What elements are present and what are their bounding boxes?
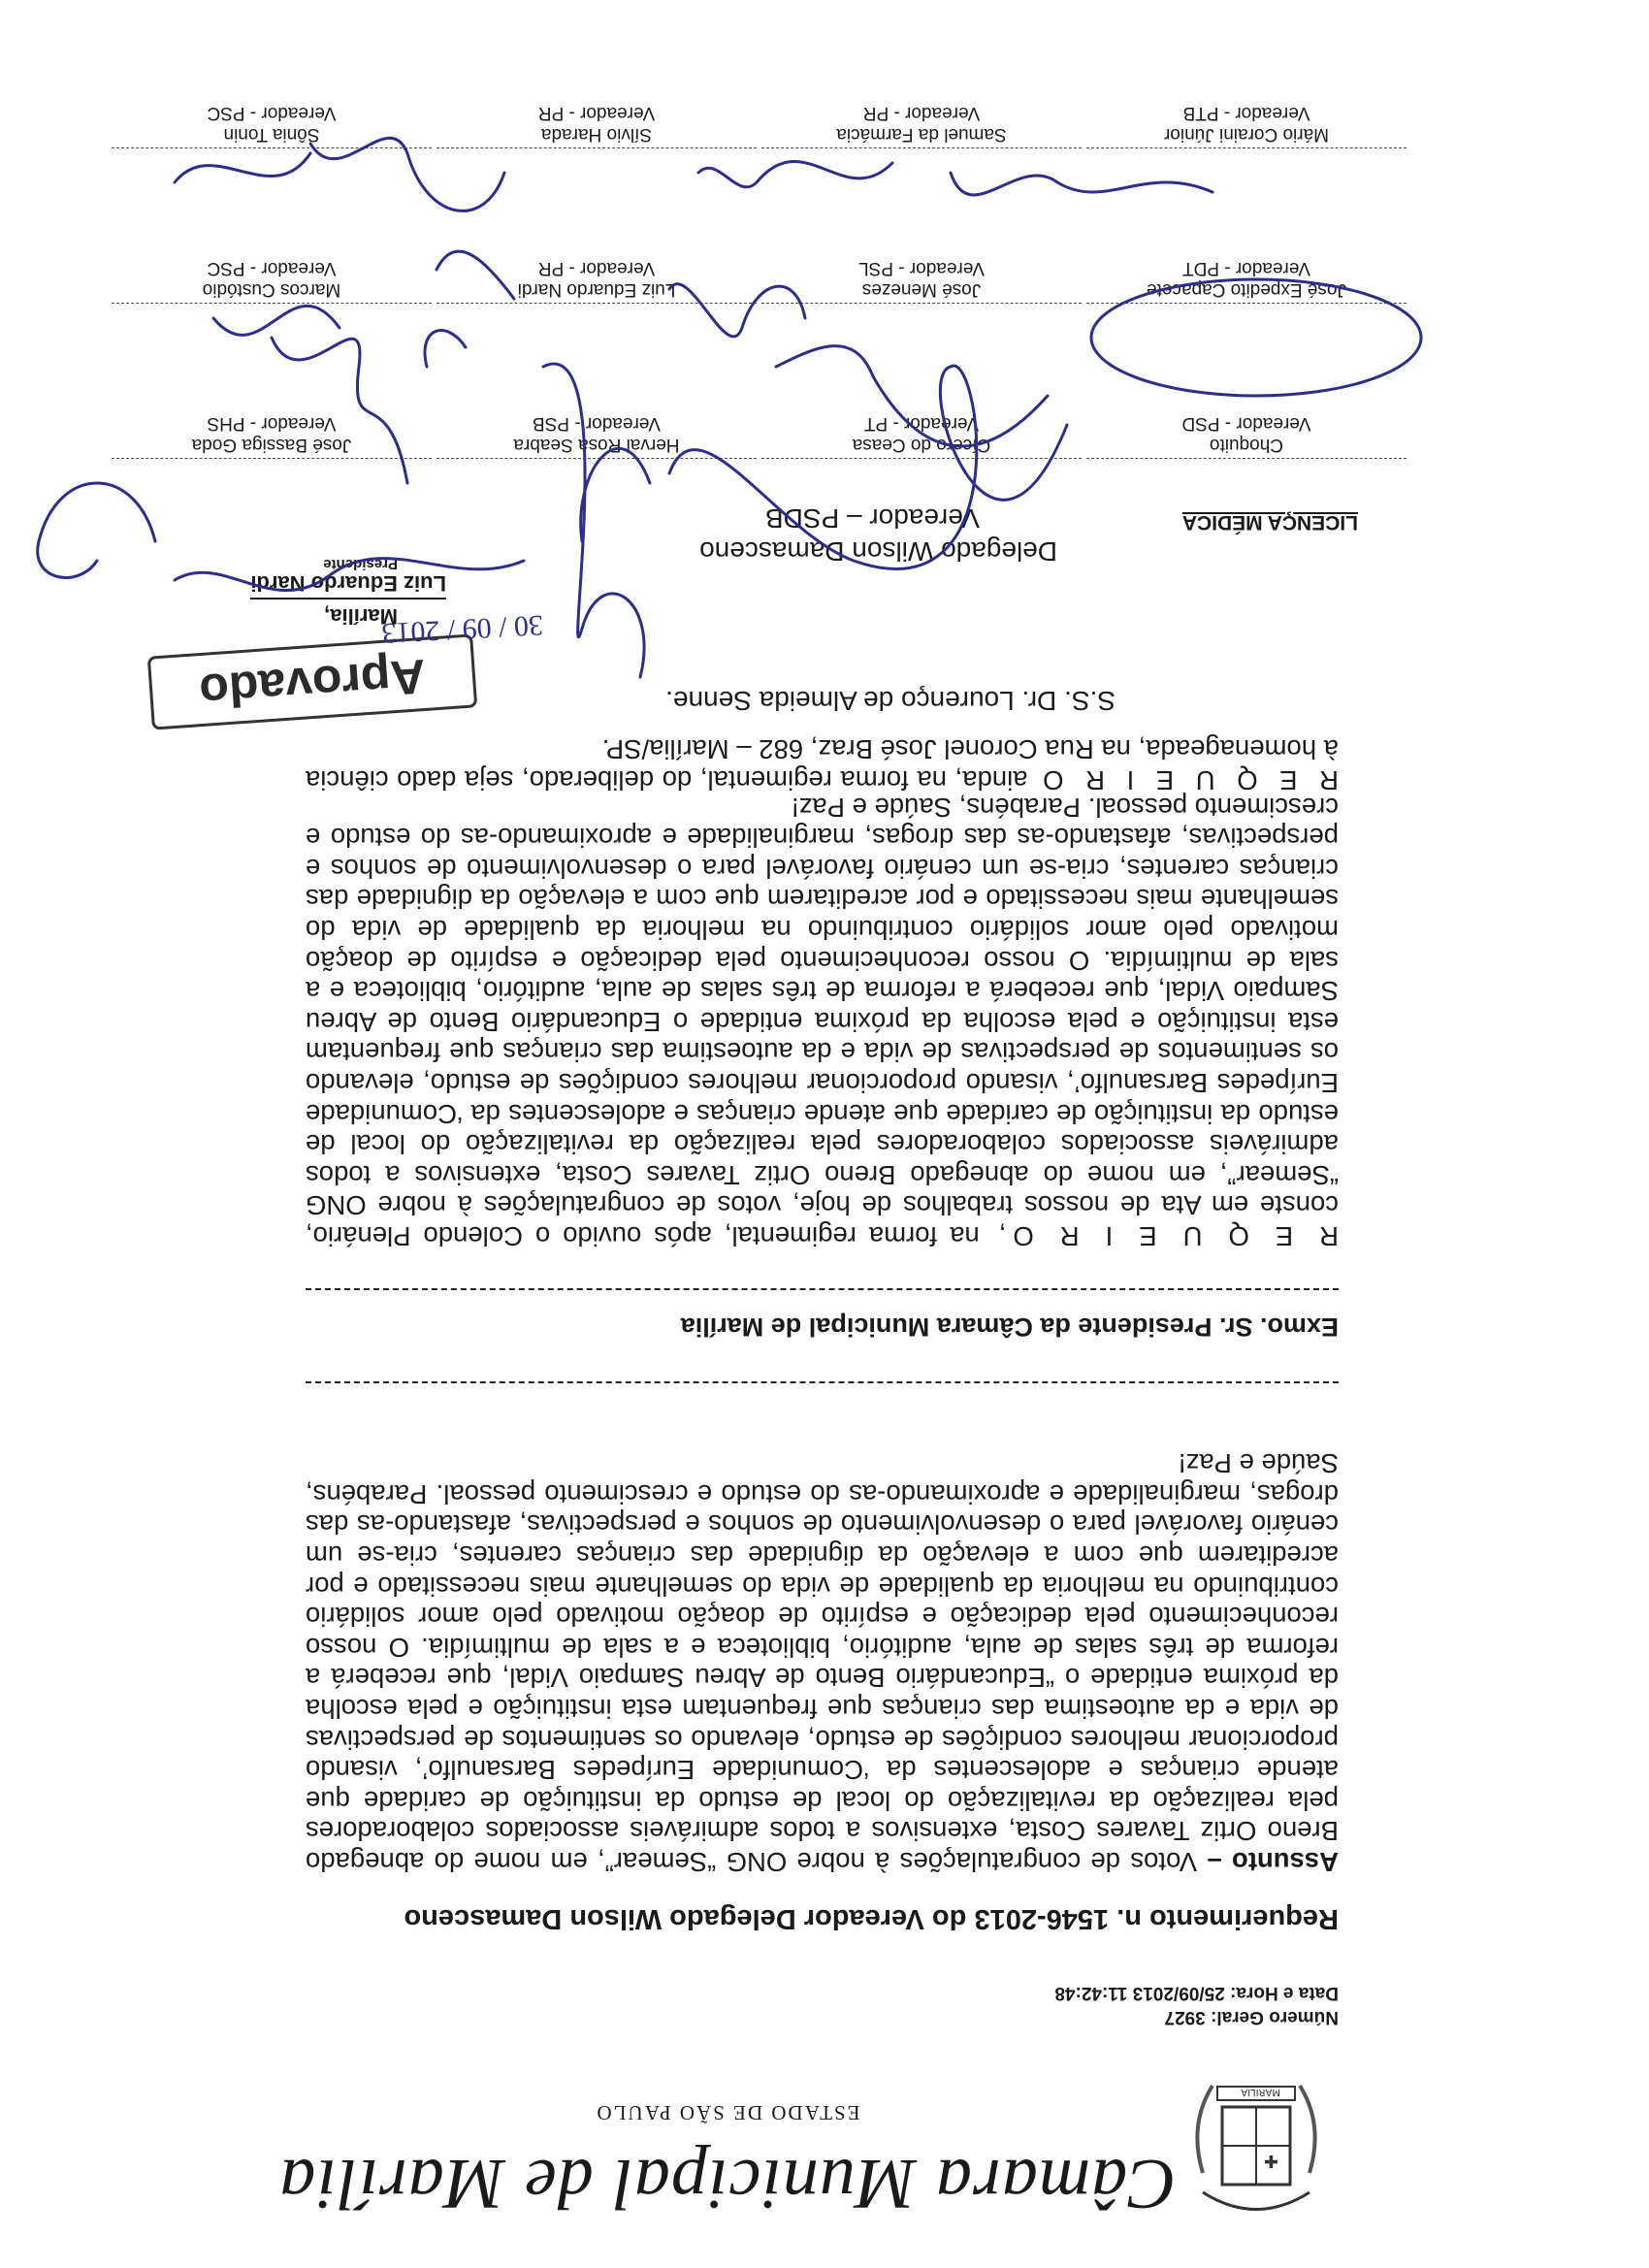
signatory — [761, 102, 1082, 148]
signatory-name: Cícero do Ceasa — [852, 435, 991, 455]
signatory-role: Vereador - PR — [537, 103, 656, 123]
signature-line — [761, 458, 1082, 459]
signatory — [112, 257, 432, 304]
signatory-name: Luiz Eduardo Nardi — [517, 279, 676, 300]
requeiro-word: R E Q U E I R O, — [991, 1221, 1339, 1251]
signatory-name: Choquito — [1209, 435, 1284, 455]
signatory-name: Sílvio Harada — [540, 124, 653, 145]
signatory-name: Herval Rosa Seabra — [513, 435, 680, 455]
approval-date: 30 / 09 / 2013 — [380, 608, 544, 650]
signature-scribble — [581, 448, 650, 541]
signatory — [761, 257, 1082, 304]
medical-leave-note: LICENÇA MÉDICA — [1181, 511, 1358, 534]
divider — [306, 1288, 1339, 1290]
signatory-name: Mário Coraini Júnior — [1164, 124, 1330, 145]
signatory-role: Vereador - PSL — [858, 258, 985, 278]
divider — [306, 1381, 1339, 1383]
signature-scribble — [951, 173, 1212, 195]
signatory — [1086, 102, 1406, 148]
signatory — [436, 102, 757, 148]
signature-scribble — [272, 338, 407, 483]
signatory-role: Vereador - PSC — [207, 103, 337, 123]
assunto-text: Votos de congratulações à nobre ONG “Semear”, em nome do abnegado Breno Ortiz Tavares Costa, extensivos a todos admiráveis associados colaboradores pela realização da revitalização do local de estudo da instituição de caridade que atende crianças e adolescentes da ‘Comunidade Eurípedes Barsanulfo’, visando proporcionar melhores condições de estudo, elevando os sentimentos de perspectivas de vida e da autoestima das crianças que frequentam esta instituição e pela escolha da próxima entidade o “Educandário Bento de Abreu Sampaio Vidal, que receberá a reforma de três salas de aula, auditório, biblioteca e a sala de multimídia. O nosso reconhecimento pela dedicação e espírito de doação motivado pelo amor solidário contribuindo na melhoria da qualidade de vida do semelhante mais necessitado e por acreditarem que com a elevação da dignidade das crianças carentes, cria-se um cenário favorável para o desenvolvimento de sonhos e perspectivas, afastando-as das drogas, marginalidade e aproximando-as do estudo e crescimento pessoal. Parabéns, Saúde e Paz! — [306, 1448, 1339, 1877]
requeiro-paragraph — [306, 792, 1339, 1251]
signatory — [1086, 257, 1406, 304]
signature-scribble — [310, 138, 504, 211]
signature-line — [112, 303, 432, 304]
signatory-role: Vereador - PT — [863, 413, 980, 434]
signature-line — [436, 458, 757, 459]
signatory-name: Marcos Custódio — [202, 279, 341, 300]
signatory — [112, 412, 432, 459]
signatory-name: José Expedito Capacete — [1147, 279, 1346, 300]
author-role: Vereador – PSDB — [764, 503, 980, 534]
signature-line — [1086, 458, 1406, 459]
signature-line — [1086, 147, 1406, 148]
author-name: Delegado Wilson Damasceno — [699, 536, 1057, 567]
signatory-name: José Menezes — [861, 279, 982, 300]
signature-scribble — [425, 331, 466, 367]
signatory-name: José Bassiga Goda — [191, 435, 352, 455]
signatory — [436, 257, 757, 304]
signatory-name: Samuel da Farmácia — [836, 124, 1007, 145]
addressee: Exmo. Sr. Presidente da Câmara Municipal de Marília — [680, 1312, 1339, 1342]
signature-scribble — [38, 483, 155, 577]
signature-scribble — [543, 364, 644, 677]
signature-line — [436, 147, 757, 148]
signatory-role: Vereador - PHS — [207, 413, 337, 434]
requeiro-ciencia-paragraph — [306, 734, 1339, 795]
signatory-name: Sônia Tonin — [223, 124, 320, 145]
signature-line — [761, 303, 1082, 304]
municipal-crest-icon — [1183, 2066, 1329, 2231]
assunto-paragraph — [306, 1448, 1339, 1877]
city-line: Marília, — [324, 604, 398, 629]
signature-line — [112, 147, 432, 148]
recipient: S.S. Dr. Lourenço de Almeida Senne. — [665, 686, 1116, 716]
signature-line — [112, 458, 432, 459]
signatory — [761, 412, 1082, 459]
president-role: Presidente — [323, 556, 398, 572]
signatory-role: Vereador - PR — [862, 103, 981, 123]
signature-scribble — [213, 306, 340, 335]
approved-stamp: Aprovado — [147, 633, 477, 729]
signatory-role: Vereador - PSC — [207, 258, 337, 278]
signature-scribble — [698, 161, 892, 186]
numero-geral: Número Geral: 3927 — [1164, 2007, 1339, 2027]
signatory-role: Vereador - PSB — [532, 413, 662, 434]
state-line: ESTADO DE SÃO PAULO — [595, 2101, 860, 2124]
president-name: Luiz Eduardo Nardi — [250, 570, 446, 599]
requerimento-title: Requerimento n. 1546-2013 do Vereador Delegado Wilson Damasceno — [404, 1903, 1339, 1934]
svg-text:MARILIA: MARILIA — [1241, 2087, 1280, 2097]
data-hora: Data e Hora: 25/09/2013 11:42:48 — [1054, 1983, 1339, 2003]
requeiro-ciencia-text: ainda, na forma regimental, do deliberado, seja dado ciência à homenageada, na Rua Coronel José Braz, 682 – Marília/SP. — [305, 734, 1339, 795]
signatory-role: Vereador - PDT — [1182, 258, 1310, 278]
signature-scribble — [175, 153, 310, 182]
signature-line — [1086, 303, 1406, 304]
requeiro-text: na forma regimental, após ouvido o Colendo Plenário, conste em Ata de nossos trabalhos de hoje, votos de congratulações à nobre ONG “Semear”, em nome do abnegado Breno Ortiz Tavares Costa, extensivos a todos admiráveis associados colaboradores pela realização da revitalização do local de estudo da instituição de caridade que atende crianças e adolescentes da ‘Comunidade Eurípedes Barsanulfo’, visando proporcionar melhores condições de estudo, elevando os sentimentos de perspectivas de vida e da autoestima das crianças que frequentam esta instituição e pela escolha da próxima entidade o Educandário Bento de Abreu Sampaio Vidal, que receberá a reforma de três salas de aula, auditório, biblioteca e a sala de multimídia. O nosso reconhecimento pela dedicação e espírito de doação motivado pelo amor solidário contribuindo na melhoria da qualidade de vida do semelhante mais necessitado e por acreditarem que com a elevação da dignidade das crianças carentes, cria-se um cenário favorável para o desenvolvimento de sonhos e perspectivas, afastando-as das drogas, marginalidade e aproximando-as do estudo e crescimento pessoal. Parabéns, Saúde e Paz! — [305, 792, 1339, 1251]
svg-text:✚: ✚ — [1263, 2151, 1278, 2171]
chamber-title: Câmara Municipal de Marília — [278, 2144, 1177, 2223]
signature-line — [761, 147, 1082, 148]
signatory-role: Vereador - PSD — [1181, 413, 1311, 434]
signatory — [112, 102, 432, 148]
signatory-role: Vereador - PTB — [1182, 103, 1310, 123]
signatory-role: Vereador - PR — [537, 258, 656, 278]
signatory — [436, 412, 757, 459]
signature-line — [436, 303, 757, 304]
signatory — [1086, 412, 1406, 459]
requeiro-word-2: R E Q U E I R O — [1036, 765, 1339, 795]
assunto-label: Assunto – — [1207, 1847, 1339, 1877]
